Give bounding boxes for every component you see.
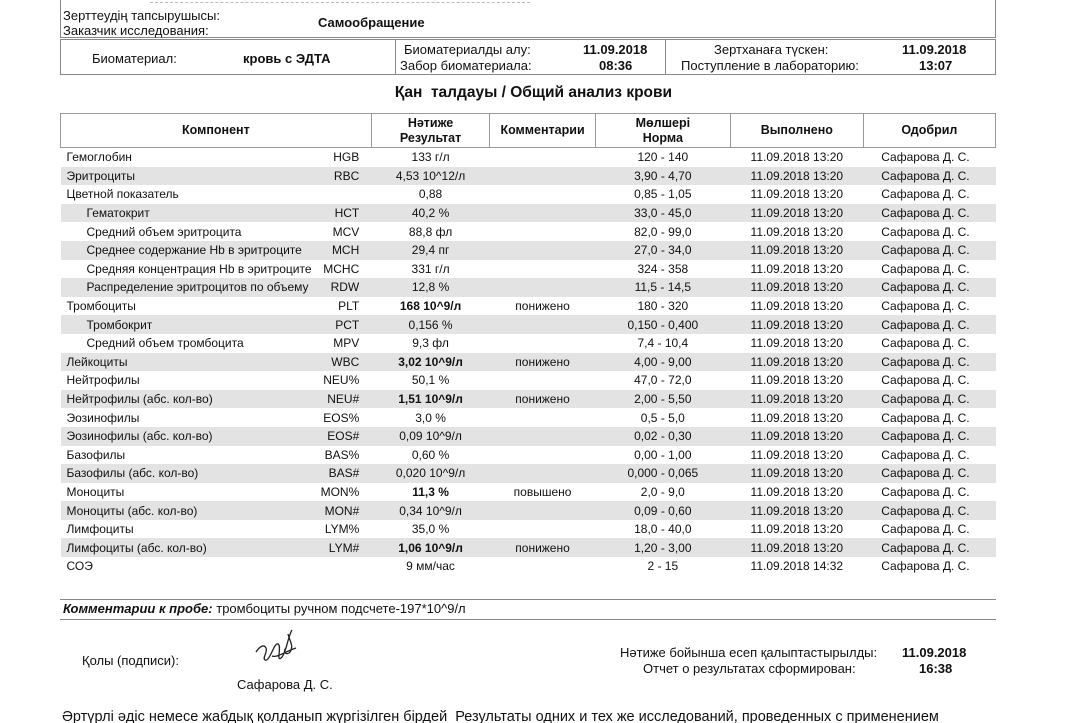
row-component-name: Среднее содержание Hb в эритроците (61, 241, 312, 260)
row-approved: Сафарова Д. С. (863, 167, 995, 186)
sample-comment (63, 601, 466, 616)
table-row (61, 538, 996, 557)
row-comment (490, 557, 595, 576)
row-done: 11.09.2018 13:20 (730, 464, 863, 483)
row-norm: 11,5 - 14,5 (595, 278, 730, 297)
row-norm: 27,0 - 34,0 (595, 241, 730, 260)
row-component-name: Эритроциты (61, 167, 312, 186)
table-row (61, 408, 996, 427)
row-comment (490, 446, 595, 465)
row-code: MCHC (323, 261, 360, 276)
row-approved: Сафарова Д. С. (881, 187, 970, 202)
row-result: 133 г/л (411, 150, 450, 165)
row-norm: 0,00 - 1,00 (634, 447, 692, 462)
table-row (61, 222, 996, 241)
row-approved: Сафарова Д. С. (881, 299, 970, 314)
row-result: 331 г/л (411, 261, 450, 276)
table-row (61, 446, 996, 465)
row-done: 11.09.2018 13:20 (750, 373, 844, 388)
row-component-name: СОЭ (66, 559, 93, 574)
report-label-ru: Отчет о результатах сформирован: (643, 661, 856, 676)
row-done: 11.09.2018 13:20 (750, 336, 844, 351)
row-comment (490, 222, 595, 241)
table-row (61, 390, 996, 409)
row-norm: 0,09 - 0,60 (595, 501, 730, 520)
row-approved: Сафарова Д. С. (863, 278, 995, 297)
row-norm: 0,85 - 1,05 (634, 187, 692, 202)
row-approved: Сафарова Д. С. (881, 224, 970, 239)
row-result: 0,88 (418, 187, 443, 202)
row-comment (490, 427, 595, 446)
top-cut-line (150, 0, 530, 3)
row-comment (490, 204, 595, 223)
row-norm: 324 - 358 (637, 261, 689, 276)
row-comment: понижено (490, 538, 595, 557)
row-code: HGB (333, 150, 360, 165)
row-done: 11.09.2018 13:20 (750, 484, 844, 499)
row-result: 0,156 % (371, 315, 490, 334)
row-comment (490, 260, 595, 279)
collection-date: 11.09.2018 (583, 42, 648, 57)
table-row (61, 148, 996, 167)
collection-label-ru: Забор биоматериала: (400, 58, 532, 73)
row-done: 11.09.2018 13:20 (750, 522, 844, 537)
row-component-name: Цветной показатель (66, 187, 179, 202)
row-component-name: Лимфоциты (66, 522, 134, 537)
row-result: 9 мм/час (406, 559, 455, 574)
row-component-name: Базофилы (абс. кол-во) (61, 464, 312, 483)
row-result: 50,1 % (411, 373, 450, 388)
row-norm: 120 - 140 (637, 150, 689, 165)
row-done: 11.09.2018 13:20 (730, 538, 863, 557)
row-result: 9,3 фл (412, 336, 449, 351)
row-done: 11.09.2018 13:20 (730, 204, 863, 223)
biomaterial-label: Биоматериал: (92, 51, 177, 66)
row-component-name: Моноциты (66, 484, 125, 499)
row-code: MCV (332, 224, 360, 239)
row-norm: 180 - 320 (637, 299, 689, 314)
row-comment (490, 167, 595, 186)
table-row (61, 520, 996, 539)
row-component-name: Гемоглобин (66, 150, 132, 165)
row-approved: Сафарова Д. С. (881, 484, 970, 499)
footer-strip (0, 704, 1067, 723)
header-result-kk: Нәтиже (407, 115, 454, 130)
row-norm: 7,4 - 10,4 (637, 336, 689, 351)
row-comment (490, 148, 595, 167)
received-date: 11.09.2018 (902, 42, 967, 57)
row-component-name: Гематокрит (61, 204, 312, 223)
row-result: 168 10^9/л (399, 299, 462, 314)
page-title: Қан талдауы / Общий анализ крови (394, 84, 673, 101)
row-code: BAS% (324, 447, 360, 462)
header-result-ru: Результат (399, 130, 462, 145)
row-comment: повышено (513, 484, 572, 499)
customer-value: Самообращение (318, 15, 425, 30)
row-code: PLT (338, 299, 360, 314)
header-done: Выполнено (730, 114, 863, 148)
row-approved: Сафарова Д. С. (881, 373, 970, 388)
row-comment (490, 520, 595, 539)
row-comment (490, 501, 595, 520)
table-row (61, 241, 996, 260)
row-result: 88,8 фл (408, 224, 453, 239)
row-approved: Сафарова Д. С. (881, 410, 970, 425)
row-done: 11.09.2018 13:20 (750, 150, 844, 165)
table-row (61, 334, 996, 353)
row-code: EOS% (323, 410, 360, 425)
row-done: 11.09.2018 13:20 (730, 241, 863, 260)
row-done: 11.09.2018 13:20 (750, 299, 844, 314)
signature-label: Қолы (подписи): (82, 653, 179, 668)
row-done: 11.09.2018 13:20 (730, 167, 863, 186)
row-norm: 0,5 - 5,0 (640, 410, 685, 425)
row-done: 11.09.2018 13:20 (750, 224, 844, 239)
row-component-name: Средний объем тромбоцита (86, 336, 244, 351)
report-date: 11.09.2018 (902, 645, 967, 660)
signature-mark (252, 622, 302, 670)
table-row (61, 185, 996, 204)
row-comment (490, 278, 595, 297)
row-approved: Сафарова Д. С. (881, 261, 970, 276)
collection-label-kk: Биоматериалды алу: (404, 42, 531, 57)
row-code: MON# (312, 501, 372, 520)
row-norm: 1,20 - 3,00 (595, 538, 730, 557)
row-code: RDW (312, 278, 372, 297)
header-norm (595, 114, 730, 148)
divider-1 (395, 39, 396, 74)
row-approved: Сафарова Д. С. (863, 501, 995, 520)
row-code: PCT (312, 315, 372, 334)
row-component-name: Эозинофилы (66, 410, 140, 425)
row-comment (490, 408, 595, 427)
row-norm: 0,000 - 0,065 (595, 464, 730, 483)
row-norm: 33,0 - 45,0 (595, 204, 730, 223)
row-done: 11.09.2018 14:32 (750, 559, 844, 574)
row-done: 11.09.2018 13:20 (730, 501, 863, 520)
row-component-name: Средняя концентрация Hb в эритроците (86, 261, 312, 276)
row-approved: Сафарова Д. С. (863, 204, 995, 223)
row-component-name: Базофилы (66, 447, 126, 462)
row-component-name: Лимфоциты (абс. кол-во) (61, 538, 312, 557)
customer-label-kk: Зерттеудің тапсырушысы: (63, 8, 220, 23)
row-result: 40,2 % (371, 204, 490, 223)
row-result: 0,34 10^9/л (371, 501, 490, 520)
table-header-row (61, 114, 996, 148)
results-table (60, 113, 996, 576)
row-code (312, 557, 372, 576)
row-comment: понижено (490, 353, 595, 372)
row-component-name: Тромбокрит (61, 315, 312, 334)
row-approved: Сафарова Д. С. (881, 522, 970, 537)
row-code: LYM% (324, 522, 360, 537)
table-row (61, 204, 996, 223)
table-row (61, 167, 996, 186)
row-norm: 18,0 - 40,0 (634, 522, 692, 537)
row-approved: Сафарова Д. С. (863, 464, 995, 483)
table-row (61, 427, 996, 446)
header-approved: Одобрил (863, 114, 995, 148)
comment-bottom-line (60, 619, 996, 620)
row-done: 11.09.2018 13:20 (730, 353, 863, 372)
row-result: 0,60 % (411, 447, 450, 462)
row-code: NEU% (323, 373, 360, 388)
sample-comment-label: Комментарии к пробе: (63, 601, 213, 616)
row-done: 11.09.2018 13:20 (730, 390, 863, 409)
received-label-kk: Зертханаға түскен: (714, 42, 829, 57)
row-component-name: Нейтрофилы (абс. кол-во) (61, 390, 312, 409)
table-row (61, 260, 996, 279)
row-component-name: Нейтрофилы (66, 373, 140, 388)
footer-text: Әртүрлі әдіс немесе жабдық қолданып жүргізілген бірдей Результаты одних и тех же исследований, проведенных с применением (62, 709, 939, 723)
row-norm: 82,0 - 99,0 (634, 224, 692, 239)
row-norm: 2,0 - 9,0 (640, 484, 685, 499)
row-approved: Сафарова Д. С. (863, 353, 995, 372)
row-code: HCT (312, 204, 372, 223)
header-result (371, 114, 490, 148)
row-norm: 47,0 - 72,0 (634, 373, 692, 388)
row-result: 29,4 пг (371, 241, 490, 260)
signature-name: Сафарова Д. С. (237, 677, 333, 692)
received-time: 13:07 (919, 58, 953, 73)
comment-separator (60, 599, 996, 600)
row-code: NEU# (312, 390, 372, 409)
row-result: 3,02 10^9/л (371, 353, 490, 372)
row-approved: Сафарова Д. С. (863, 241, 995, 260)
row-code: MCH (312, 241, 372, 260)
row-comment: понижено (515, 299, 570, 314)
row-norm: 2 - 15 (647, 559, 679, 574)
received-label-ru: Поступление в лабораторию: (681, 58, 859, 73)
header-norm-kk: Мөлшері (635, 115, 691, 130)
row-code: WBC (312, 353, 372, 372)
customer-label-ru: Заказчик исследования: (63, 23, 209, 38)
row-comment (490, 334, 595, 353)
row-comment (490, 241, 595, 260)
row-component-name: Эозинофилы (абс. кол-во) (61, 427, 312, 446)
row-norm: 2,00 - 5,50 (595, 390, 730, 409)
row-result: 12,8 % (371, 278, 490, 297)
table-row (61, 501, 996, 520)
row-approved: Сафарова Д. С. (863, 390, 995, 409)
row-comment (490, 371, 595, 390)
row-approved: Сафарова Д. С. (881, 150, 970, 165)
row-done: 11.09.2018 13:20 (750, 410, 844, 425)
row-code: RBC (312, 167, 372, 186)
row-done: 11.09.2018 13:20 (730, 315, 863, 334)
row-approved: Сафарова Д. С. (881, 447, 970, 462)
biomaterial-value: кровь с ЭДТА (243, 51, 331, 66)
report-time: 16:38 (919, 661, 953, 676)
row-approved: Сафарова Д. С. (863, 538, 995, 557)
row-done: 11.09.2018 13:20 (730, 278, 863, 297)
row-code: MPV (333, 336, 360, 351)
row-result: 0,09 10^9/л (371, 427, 490, 446)
table-row (61, 483, 996, 502)
row-approved: Сафарова Д. С. (863, 427, 995, 446)
row-code: BAS# (312, 464, 372, 483)
row-result: 4,53 10^12/л (371, 167, 490, 186)
table-row (61, 278, 996, 297)
row-comment (490, 315, 595, 334)
header-component: Компонент (61, 114, 372, 148)
row-done: 11.09.2018 13:20 (730, 427, 863, 446)
row-approved: Сафарова Д. С. (881, 336, 970, 351)
table-row (61, 297, 996, 316)
table-row (61, 353, 996, 372)
row-done: 11.09.2018 13:20 (750, 261, 844, 276)
row-component-name: Лейкоциты (61, 353, 312, 372)
row-result: 0,020 10^9/л (371, 464, 490, 483)
report-label-kk: Нәтиже бойынша есеп қалыптастырылды: (620, 645, 878, 660)
row-comment (490, 464, 595, 483)
row-result: 35,0 % (411, 522, 450, 537)
row-result: 1,51 10^9/л (371, 390, 490, 409)
row-code: EOS# (312, 427, 372, 446)
table-row (61, 464, 996, 483)
collection-time: 08:36 (599, 58, 633, 73)
header-comments: Комментарии (490, 114, 595, 148)
row-comment (490, 185, 595, 204)
row-result: 1,06 10^9/л (371, 538, 490, 557)
divider-2 (665, 39, 666, 74)
row-comment: понижено (490, 390, 595, 409)
header-norm-ru: Норма (642, 130, 683, 145)
row-component-name: Моноциты (абс. кол-во) (61, 501, 312, 520)
row-done: 11.09.2018 13:20 (750, 187, 844, 202)
row-norm: 4,00 - 9,00 (595, 353, 730, 372)
row-done: 11.09.2018 13:20 (750, 447, 844, 462)
table-row (61, 315, 996, 334)
row-approved: Сафарова Д. С. (863, 315, 995, 334)
table-row (61, 371, 996, 390)
row-code: MON% (320, 484, 360, 499)
row-component-name: Распределение эритроцитов по объему (61, 278, 312, 297)
row-code: LYM# (312, 538, 372, 557)
row-approved: Сафарова Д. С. (881, 559, 970, 574)
row-norm: 0,02 - 0,30 (595, 427, 730, 446)
row-component-name: Тромбоциты (66, 299, 136, 314)
table-row (61, 557, 996, 576)
row-result: 3,0 % (415, 410, 446, 425)
row-norm: 0,150 - 0,400 (595, 315, 730, 334)
row-component-name: Средний объем эритроцита (86, 224, 242, 239)
row-result: 11,3 % (412, 484, 449, 499)
sample-comment-text: тромбоциты ручном подсчете-197*10^9/л (216, 601, 466, 616)
row-norm: 3,90 - 4,70 (595, 167, 730, 186)
row-code (312, 185, 372, 204)
